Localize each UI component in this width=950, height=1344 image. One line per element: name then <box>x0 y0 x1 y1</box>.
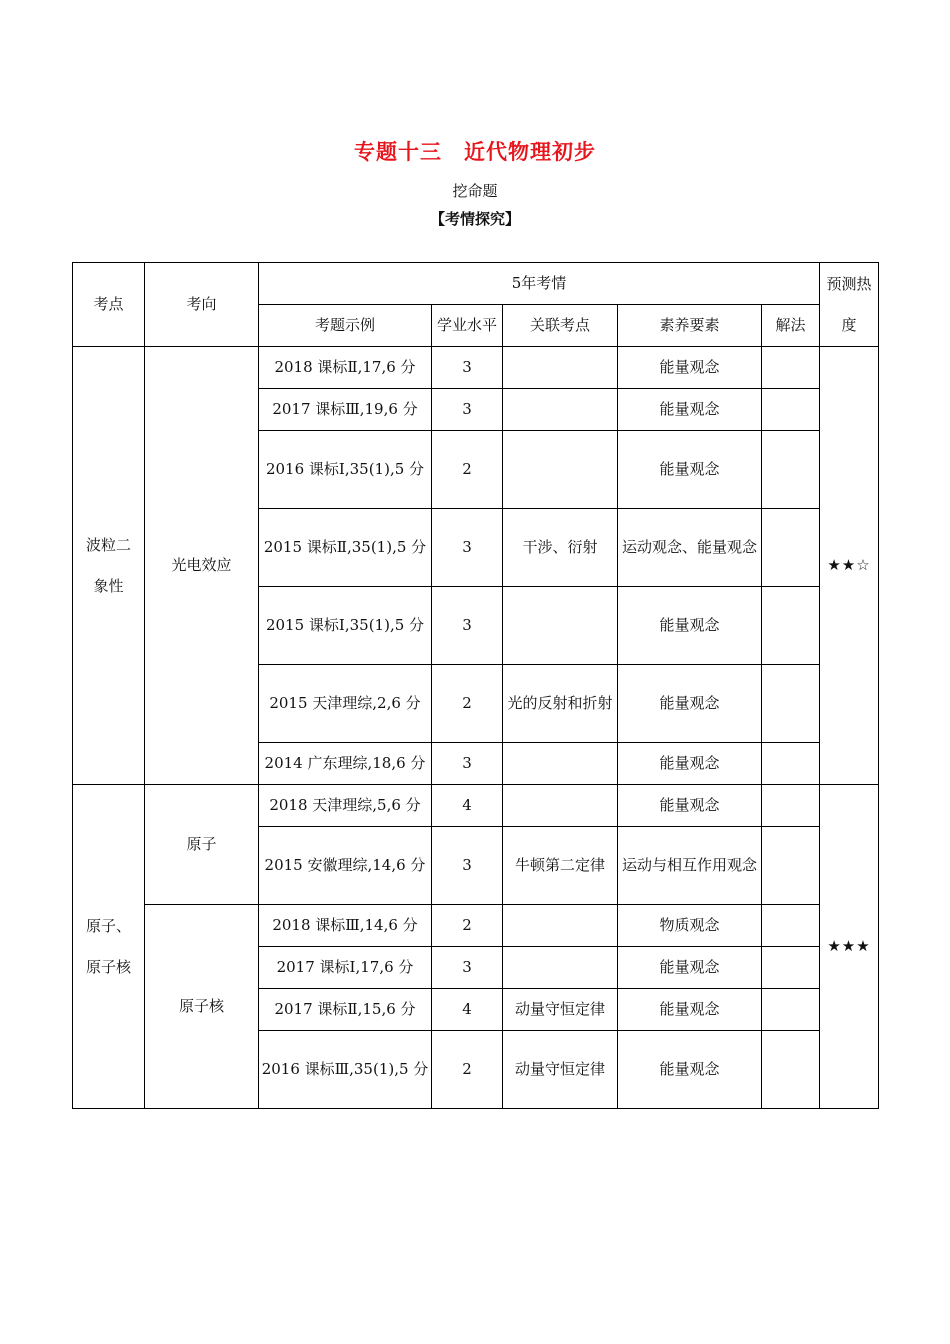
level-cell: 2 <box>432 431 503 509</box>
method-cell <box>762 431 820 509</box>
related-cell <box>503 347 618 389</box>
literacy-cell: 能量观念 <box>618 947 762 989</box>
method-cell <box>762 947 820 989</box>
method-cell <box>762 665 820 743</box>
level-cell: 3 <box>432 947 503 989</box>
level-cell: 2 <box>432 665 503 743</box>
header-related: 关联考点 <box>503 305 618 347</box>
method-cell <box>762 1031 820 1109</box>
example-cell: 2015 课标Ⅱ,35(1),5 分 <box>259 509 432 587</box>
table-row <box>73 905 879 947</box>
table-row <box>73 785 879 827</box>
literacy-cell: 能量观念 <box>618 785 762 827</box>
kaoxiang-cell: 原子核 <box>145 905 259 1109</box>
related-cell: 动量守恒定律 <box>503 989 618 1031</box>
method-cell <box>762 905 820 947</box>
header-example: 考题示例 <box>259 305 432 347</box>
literacy-cell: 能量观念 <box>618 743 762 785</box>
heat-rating: ★★☆ <box>820 347 879 785</box>
related-cell <box>503 431 618 509</box>
level-cell: 3 <box>432 587 503 665</box>
example-cell: 2015 天津理综,2,6 分 <box>259 665 432 743</box>
kaoxiang-cell: 原子 <box>145 785 259 905</box>
literacy-cell: 能量观念 <box>618 1031 762 1109</box>
related-cell <box>503 785 618 827</box>
table-row <box>73 347 879 389</box>
header-level: 学业水平 <box>432 305 503 347</box>
related-cell <box>503 743 618 785</box>
kaodian-cell: 原子、原子核 <box>73 785 145 1109</box>
level-cell: 4 <box>432 785 503 827</box>
header-literacy: 素养要素 <box>618 305 762 347</box>
related-cell <box>503 389 618 431</box>
example-cell: 2016 课标Ⅲ,35(1),5 分 <box>259 1031 432 1109</box>
level-cell: 3 <box>432 509 503 587</box>
example-cell: 2017 课标Ⅰ,17,6 分 <box>259 947 432 989</box>
level-cell: 3 <box>432 347 503 389</box>
page-subtitle: 挖命题 <box>452 182 498 200</box>
example-cell: 2017 课标Ⅲ,19,6 分 <box>259 389 432 431</box>
header-kaoxiang: 考向 <box>145 263 259 347</box>
method-cell <box>762 587 820 665</box>
related-cell <box>503 905 618 947</box>
page-title: 专题十三 近代物理初步 <box>354 140 596 164</box>
method-cell <box>762 389 820 431</box>
example-cell: 2014 广东理综,18,6 分 <box>259 743 432 785</box>
method-cell <box>762 827 820 905</box>
example-cell: 2018 课标Ⅱ,17,6 分 <box>259 347 432 389</box>
example-cell: 2016 课标Ⅰ,35(1),5 分 <box>259 431 432 509</box>
method-cell <box>762 347 820 389</box>
kaoxiang-cell: 光电效应 <box>145 347 259 785</box>
example-cell: 2018 天津理综,5,6 分 <box>259 785 432 827</box>
example-cell: 2017 课标Ⅱ,15,6 分 <box>259 989 432 1031</box>
literacy-cell: 物质观念 <box>618 905 762 947</box>
literacy-cell: 运动观念、能量观念 <box>618 509 762 587</box>
method-cell <box>762 509 820 587</box>
literacy-cell: 能量观念 <box>618 347 762 389</box>
related-cell <box>503 947 618 989</box>
related-cell: 干涉、衍射 <box>503 509 618 587</box>
header-heat: 预测热度 <box>820 263 879 347</box>
literacy-cell: 能量观念 <box>618 989 762 1031</box>
level-cell: 3 <box>432 743 503 785</box>
method-cell <box>762 785 820 827</box>
level-cell: 4 <box>432 989 503 1031</box>
literacy-cell: 能量观念 <box>618 431 762 509</box>
literacy-cell: 能量观念 <box>618 665 762 743</box>
example-cell: 2015 课标Ⅰ,35(1),5 分 <box>259 587 432 665</box>
exam-analysis-table <box>72 262 879 1109</box>
heat-rating: ★★★ <box>820 785 879 1109</box>
literacy-cell: 能量观念 <box>618 587 762 665</box>
kaodian-cell: 波粒二象性 <box>73 347 145 785</box>
level-cell: 3 <box>432 827 503 905</box>
literacy-cell: 能量观念 <box>618 389 762 431</box>
level-cell: 3 <box>432 389 503 431</box>
related-cell: 光的反射和折射 <box>503 665 618 743</box>
level-cell: 2 <box>432 1031 503 1109</box>
level-cell: 2 <box>432 905 503 947</box>
example-cell: 2018 课标Ⅲ,14,6 分 <box>259 905 432 947</box>
related-cell: 牛顿第二定律 <box>503 827 618 905</box>
header-kaodian: 考点 <box>73 263 145 347</box>
method-cell <box>762 989 820 1031</box>
method-cell <box>762 743 820 785</box>
example-cell: 2015 安徽理综,14,6 分 <box>259 827 432 905</box>
header-five-year: 5年考情 <box>259 263 820 305</box>
literacy-cell: 运动与相互作用观念 <box>618 827 762 905</box>
section-heading: 【考情探究】 <box>429 210 520 228</box>
header-method: 解法 <box>762 305 820 347</box>
related-cell <box>503 587 618 665</box>
related-cell: 动量守恒定律 <box>503 1031 618 1109</box>
